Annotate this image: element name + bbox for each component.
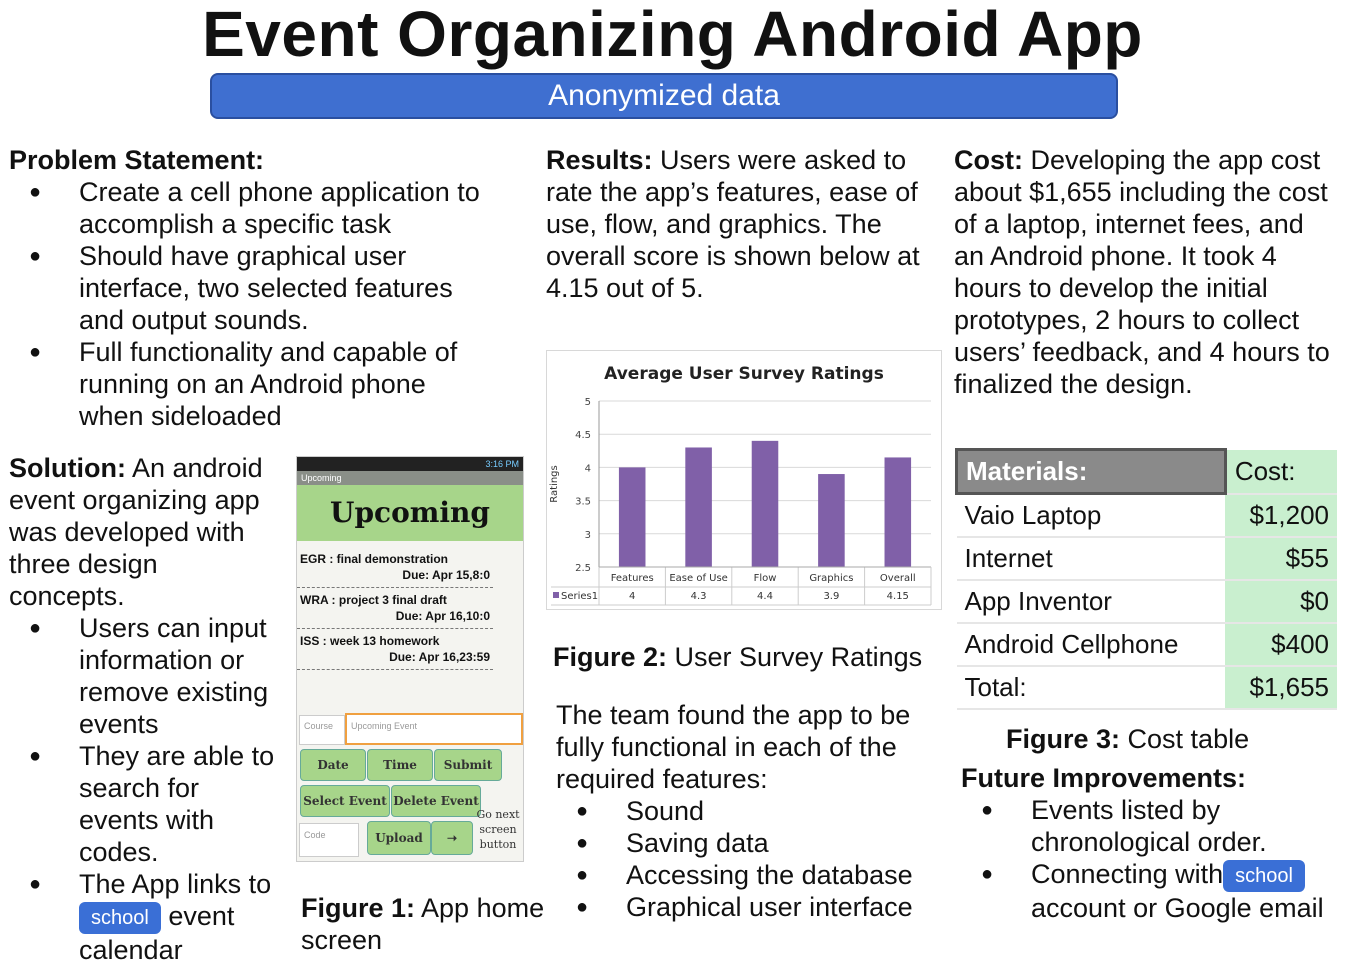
y-tick-label: 2.5 bbox=[575, 563, 591, 574]
found-section bbox=[556, 699, 946, 923]
y-tick-label: 3 bbox=[584, 529, 591, 541]
data-label: 3.9 bbox=[823, 591, 840, 602]
list-item: ● Full functionality and capable of running on an Android phone when sideloaded bbox=[9, 336, 489, 432]
material-cell: Android Cellphone bbox=[957, 623, 1226, 666]
divider bbox=[297, 669, 493, 670]
event-name: EGR : final demonstration bbox=[300, 552, 449, 566]
code-input[interactable]: Code bbox=[299, 823, 359, 857]
go-next-button[interactable] bbox=[431, 821, 473, 855]
list-item: ● Graphical user interface bbox=[556, 891, 946, 923]
cost-cell: $1,655 bbox=[1225, 666, 1337, 709]
links-pre: The App links to bbox=[79, 869, 272, 899]
event-input[interactable]: Upcoming Event bbox=[345, 713, 523, 745]
table-row bbox=[957, 580, 1338, 623]
y-axis-label: Ratings bbox=[549, 465, 560, 503]
app-header: Upcoming bbox=[297, 471, 523, 485]
material-cell: Vaio Laptop bbox=[957, 494, 1226, 538]
bar bbox=[885, 457, 912, 567]
figure2-label: Figure 2: bbox=[553, 642, 668, 672]
figure3-text: Cost table bbox=[1127, 724, 1250, 754]
status-time: 3:16 PM bbox=[485, 459, 519, 469]
data-label: 4 bbox=[629, 591, 636, 602]
legend-swatch bbox=[553, 592, 559, 598]
table-row bbox=[957, 537, 1338, 580]
x-tick-label: Flow bbox=[753, 573, 777, 584]
future-pre: Connecting with bbox=[1031, 859, 1224, 889]
results-heading: Results: bbox=[546, 145, 653, 175]
material-header: Materials: bbox=[957, 450, 1226, 494]
cost-table bbox=[955, 448, 1337, 710]
x-tick-label: Ease of Use bbox=[669, 573, 728, 584]
found-list bbox=[556, 795, 946, 923]
arrow-icon: ➝ bbox=[446, 831, 458, 845]
problem-list bbox=[9, 176, 489, 432]
figure2-text: User Survey Ratings bbox=[674, 642, 923, 672]
ratings-chart bbox=[546, 350, 942, 610]
school-chip: school bbox=[79, 902, 161, 934]
solution-heading: Solution: bbox=[9, 453, 126, 483]
x-tick-label: Overall bbox=[879, 573, 916, 584]
future-heading: Future Improvements: bbox=[961, 763, 1247, 793]
list-item: ● Accessing the database bbox=[556, 859, 946, 891]
select-event-button[interactable]: Select Event bbox=[300, 785, 390, 817]
event-due: Due: Apr 16,10:0 bbox=[395, 609, 490, 623]
legend-label: Series1 bbox=[561, 591, 599, 602]
event-due: Due: Apr 15,8:0 bbox=[402, 568, 490, 582]
divider bbox=[297, 628, 493, 629]
x-tick-label: Features bbox=[610, 573, 654, 584]
school-chip: school bbox=[1223, 860, 1305, 892]
found-text: The team found the app to be fully functional in each of the required features: bbox=[556, 700, 911, 794]
results-section bbox=[546, 144, 926, 304]
list-item bbox=[961, 858, 1341, 924]
links-post: event calendar bbox=[79, 901, 235, 965]
list-item: ● Should have graphical user interface, two selected features and output sounds. bbox=[9, 240, 489, 336]
y-tick-label: 3.5 bbox=[575, 496, 591, 508]
submit-button[interactable]: Submit bbox=[434, 749, 502, 781]
bar bbox=[818, 474, 845, 567]
anonymized-banner: Anonymized data bbox=[210, 73, 1118, 119]
cost-cell: $1,200 bbox=[1225, 494, 1337, 538]
solution-section bbox=[9, 452, 279, 966]
data-label: 4.3 bbox=[690, 591, 707, 602]
y-tick-label: 5 bbox=[584, 397, 591, 408]
table-header-row bbox=[957, 450, 1338, 494]
cost-cell: $55 bbox=[1225, 537, 1337, 580]
figure3-caption bbox=[1006, 723, 1306, 755]
divider bbox=[297, 587, 493, 588]
future-section bbox=[961, 762, 1341, 924]
event-name: ISS : week 13 homework bbox=[300, 634, 440, 648]
material-cell: Internet bbox=[957, 537, 1226, 580]
future-list bbox=[961, 794, 1341, 924]
x-tick-label: Graphics bbox=[809, 573, 854, 584]
poster-title: Event Organizing Android App bbox=[202, 0, 1143, 70]
event-due: Due: Apr 16,23:59 bbox=[389, 650, 490, 664]
upload-button[interactable]: Upload bbox=[367, 821, 431, 855]
material-cell: Total: bbox=[957, 666, 1226, 709]
course-input[interactable]: Course bbox=[299, 715, 345, 745]
list-item: ● Events listed by chronological order. bbox=[961, 794, 1341, 858]
cost-text: Developing the app cost about $1,655 including the cost of a laptop, internet fees, and an Android phone. It took 4 hours to develop the initial prototypes, 2 hours to collect users’ feedback, and 4 hours to finalized the design. bbox=[954, 145, 1330, 399]
solution-intro bbox=[9, 452, 279, 612]
delete-event-button[interactable]: Delete Event bbox=[391, 785, 481, 817]
data-label: 4.15 bbox=[886, 591, 909, 602]
list-item: ● Saving data bbox=[556, 827, 946, 859]
figure1-caption bbox=[301, 892, 561, 956]
future-post: account or Google email bbox=[1031, 892, 1324, 923]
list-item bbox=[297, 633, 523, 665]
event-name: WRA : project 3 final draft bbox=[300, 593, 447, 607]
ratings-chart-svg bbox=[547, 351, 941, 609]
solution-list bbox=[9, 612, 279, 966]
table-row bbox=[957, 494, 1338, 538]
cost-section bbox=[954, 144, 1339, 400]
y-tick-label: 4.5 bbox=[575, 430, 591, 442]
material-cell: App Inventor bbox=[957, 580, 1226, 623]
problem-section bbox=[9, 144, 489, 432]
table-row bbox=[957, 666, 1338, 709]
figure1-label: Figure 1: bbox=[301, 893, 416, 923]
table-row bbox=[957, 623, 1338, 666]
app-screenshot bbox=[296, 456, 524, 862]
list-item: ● They are able to search for events with codes. bbox=[9, 740, 279, 868]
cost-cell: $400 bbox=[1225, 623, 1337, 666]
list-item: ● Users can input information or remove existing events bbox=[9, 612, 279, 740]
figure1-text: App home screen bbox=[301, 893, 545, 955]
solution-text: An android event organizing app was developed with three design concepts. bbox=[9, 453, 263, 611]
problem-heading: Problem Statement: bbox=[9, 145, 265, 175]
data-label: 4.4 bbox=[757, 591, 773, 602]
figure3-label: Figure 3: bbox=[1006, 724, 1121, 754]
cost-cell: $0 bbox=[1225, 580, 1337, 623]
list-item: ● Sound bbox=[556, 795, 946, 827]
bar bbox=[619, 467, 646, 567]
y-tick-label: 4 bbox=[584, 463, 591, 475]
app-title: Upcoming bbox=[297, 485, 523, 541]
time-button[interactable]: Time bbox=[367, 749, 433, 781]
status-bar bbox=[297, 457, 523, 471]
date-button[interactable]: Date bbox=[300, 749, 366, 781]
bar bbox=[752, 441, 779, 567]
list-item: ● Create a cell phone application to accomplish a specific task bbox=[9, 176, 489, 240]
chart-title: Average User Survey Ratings bbox=[604, 364, 884, 384]
cost-heading: Cost: bbox=[954, 145, 1023, 175]
bar bbox=[685, 447, 712, 567]
figure2-caption bbox=[553, 641, 943, 673]
results-text: Users were asked to rate the app’s features, ease of use, flow, and graphics. The overall score is shown below at 4.15 out of 5. bbox=[546, 145, 920, 303]
cost-header: Cost: bbox=[1225, 450, 1337, 494]
go-next-label: Go next screen button bbox=[476, 808, 520, 851]
list-item bbox=[9, 868, 279, 966]
list-item bbox=[297, 592, 523, 624]
list-item bbox=[297, 551, 523, 583]
